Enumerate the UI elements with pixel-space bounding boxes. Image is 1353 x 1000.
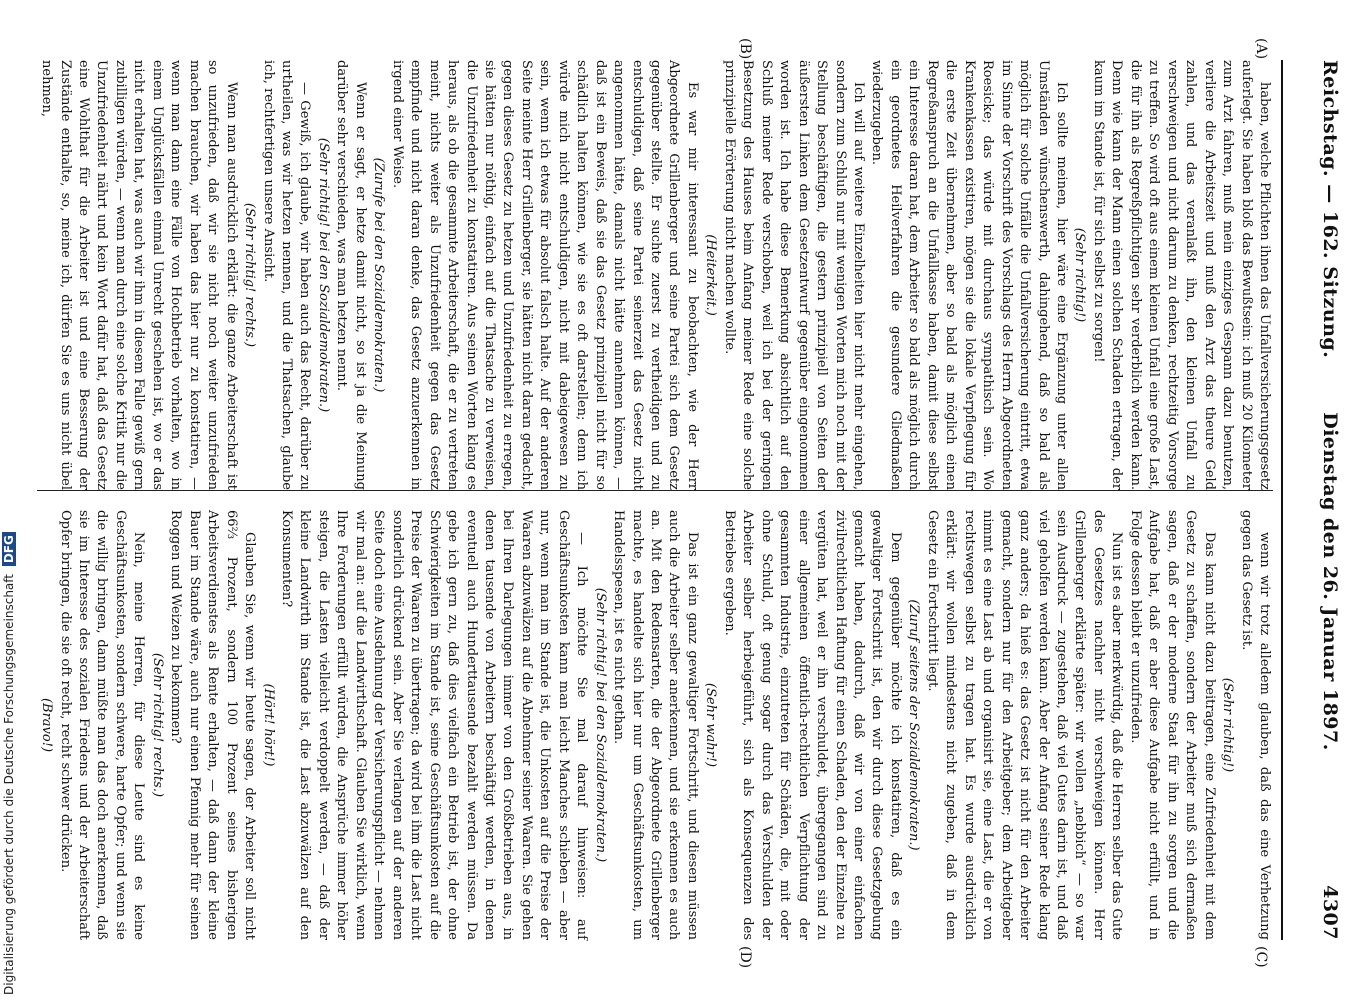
dfg-logo: DFG <box>2 532 16 566</box>
digitization-credit <box>2 532 16 995</box>
left-paragraph: Wenn er sagt, er hetze damit nicht, so ist ja die Meinung darüber sehr verschieden, was man hetzen nennt. <box>334 60 368 490</box>
left-interjection: (Heiterkeit.) <box>703 234 719 316</box>
right-paragraph: Nun ist es aber merkwürdig, daß die Herren selber das Gute des Gesetzes nachher nicht verschweigen können. Herr Grillenberger erklärte später: wir wollen „nebbich“ — so war sein Ausdruck — zugestehen, daß viel Gutes darin ist, und daß viel geholfen werden kann. Aber der Anfang seiner Rede klang ganz anders; da hieß es: das Gesetz ist nicht für den Arbeiter gemacht, sondern nur für den Arbeitgeber; dem Arbeitgeber nimmt es eine Last ab und organisirt sie, eine Last, die er von rechtswegen selbst zu tragen hat. Es wurde ausdrücklich erklärt: wir wollen mindestens nicht zugeben, daß in dem Gesetz ein Fortschritt liegt. <box>924 510 1125 940</box>
left-paragraph: Ich will auf weitere Einzelheiten hier nicht mehr eingehen, sondern zum Schluß nur mit wenigen Worten mich noch mit der Stellung beschäftigen, die gestern prinzipiell von Seiten der äußersten Linken dem Gesetzentwurf gegenüber eingenommen worden ist. Ich habe diese Bemerkung absichtlich auf den Schluß meiner Rede verschoben, weil ich bei der geringen Besetzung des Hauses beim Anfang meiner Rede eine solche prinzipielle Erörterung nicht machen wollte. <box>721 60 867 490</box>
right-interjection: (Sehr richtig! rechts.) <box>149 652 165 798</box>
right-paragraph: Nein, meine Herren, für diese Leute sind es keine Geschäftsunkosten, sondern schwere, harte Opfer; und wenn sie die willig bringen, dann müßte man das doch anerkennen, daß sie im Interesse des sozialen Friedens und der Arbeiterschaft Opfer bringen, die sie oft recht, recht schwer drücken. <box>57 510 147 940</box>
left-interjection: (Sehr richtig!) <box>1072 227 1088 323</box>
column-divider <box>37 490 1273 491</box>
left-paragraph: Ich sollte meinen, hier wäre eine Ergänzung unter allen Umständen wünschenswerth, dahingehend, daß so bald als möglich für solche Unfälle die Unfallversicherung eintritt, etwa im Sinne der Vorschrift des Vorschlags des Herrn Abgeordneten Roesicke; das würde mit durchaus sympathisch sein. Wo Krankenkassen existiren, mögen sie die lokale Verpflegung für die erste Zeit übernehmen, aber so bald als möglich einen Regreßanspruch an die Unfallkasse haben, damit diese selbst ein Interesse daran hat, dem Arbeiter so bald als möglich durch ein geordnetes Heilverfahren die gesundere Gliedmaßen wiederzugeben. <box>869 60 1070 490</box>
header-rule <box>1281 60 1283 940</box>
left-paragraph: Wenn man ausdrücklich erklärt: die ganze Arbeiterschaft ist so unzufrieden, daß wir sie nicht noch weiter unzufrieden machen brauchen, wir haben das hier nur zu konstatiren, — wenn man dann eine Fälle von Hochbetrieb vorhalten, wo in einem Unglücksfällen einmal Unrecht geschehen ist, wo er das nicht erhalten hat, was auch wir ihm in diesem Falle gewiß gern zubilligen würden, — wenn man durch eine solche Kritik nur die Unzufriedenheit nährt und kein Wort dafür hat, daß das Gesetz eine Wohlthat für die Arbeiter ist und eine Besserung der Zustände enthalte, so, meine ich, dürfen Sie es uns nicht übel nehmen, <box>39 60 239 490</box>
margin-marker-b: (B) <box>737 38 753 60</box>
left-paragraph: — Gewiß, ich glaube, wir haben auch das Recht, darüber zu urtheilen, was wir hetzen nennen, und die Thatsachen, glaube ich, rechtfertigen unsere Ansicht. <box>260 60 313 490</box>
credit-text: Digitalisierung gefördert durch die Deutsche Forschungsgemeinschaft <box>2 573 16 995</box>
right-interjection: (Hört! hört!) <box>260 683 276 767</box>
right-paragraph: Das ist ein ganz gewaltiger Fortschritt, und diesen müssen auch die Arbeiter selber anerkennen, und sie erkennen es auch an. Mit den Redensarten, die der Abgeordnete Grillenberger machte, es handelte sich hier nur um Geschäftsunkosten, um Handelsspesen, ist es nicht gethan. <box>611 510 700 940</box>
right-column <box>37 510 1273 940</box>
right-interjection: (Sehr richtig!) <box>1220 677 1236 773</box>
right-interjection: (Bravo!) <box>39 697 55 753</box>
left-column <box>37 60 1273 490</box>
left-interjection: (Sehr richtig! rechts.) <box>242 202 258 348</box>
margin-marker-d: (D) <box>737 946 753 969</box>
left-paragraph: haben, welche Pflichten ihnen das Unfallversicherungsgesetz auferlegt. Sie haben bloß das Bewußtsein: ich muß 20 Kilometer zum Arzt fahren, muß mein einziges Gespann dazu benutzen, verliere die Arbeitszeit und muß den Arzt das theure Geld zahlen, und das veranlaßt ihn, den kleinen Unfall zu verschweigen und nicht darum zu denken, rechtzeitig Vorsorge zu treffen. So wird oft aus einem kleinen Unfall eine große Last, die für ihn als Regreßpflichtigen sehr verderblich werden kann. Denn wie kann der Mann einen solchen Schaden ertragen, der kaum im Stande ist, für sich selbst zu sorgen! <box>1090 60 1272 490</box>
right-paragraph: Das kann nicht dazu beitragen, eine Zufriedenheit mit dem Gesetz zu schaffen, sondern der Arbeiter muß sich dermaßen sagen, daß er der moderne Staat für ihn zu sorgen und die Aufgabe hat, daß er aber diese Aufgabe nicht erfüllt, und in Folge dessen bleibt er unzufrieden. <box>1127 510 1217 940</box>
right-paragraph: Glauben Sie, wenn wir heute sagen, der Arbeiter soll nicht 66⅔ Prozent, sondern 100 Prozent seines bisherigen Arbeitsverdienstes als Rente erhalten, — daß dann der kleine Bauer im Stande wäre, auch nur einen Pfennig mehr für seinen Roggen und Weizen zu bekommen? <box>168 510 258 940</box>
right-interjection: (Sehr richtig! bei den Sozialdemokraten.) <box>592 587 608 863</box>
left-interjection: (Sehr richtig! bei den Sozialdemokraten.) <box>315 137 331 413</box>
margin-marker-a: (A) <box>1253 38 1269 60</box>
margin-marker-c: (C) <box>1253 946 1269 968</box>
right-interjection: (Sehr wahr!) <box>703 682 719 768</box>
right-interjection: (Zuruf seitens der Sozialdemokraten.) <box>906 599 922 851</box>
right-paragraph: Dem gegenüber möchte ich konstatiren, daß es ein gewaltiger Fortschritt ist, den wir durch diese Gesetzgebung gemacht haben, dadurch, daß wir von einer einfachen zivilrechtlichen Haftung für einen Schaden, den der Einzelne zu vergüten hat, weil er ihn verschuldet, übergegangen sind zu einer allgemeinen öffentlich-rechtlichen Verpflichtung der gesammten Industrie, einzutreten für Schäden, die, mit oder ohne Schuld, oft genug sogar durch das Verschulden der Arbeiter selber herbeigeführt, sich als Konsequenzen des Betriebes ergeben. <box>721 510 903 940</box>
right-paragraph: wenn wir trotz alledem glauben, daß das eine Verhetzung gegen das Gesetz ist. <box>1238 510 1272 940</box>
page-number: 4307 <box>1319 885 1341 940</box>
right-paragraph: — Ich möchte Sie mal darauf hinweisen: auf Geschäftsunkosten kann man leicht Manches schieben — aber nur, wenn man im Stande ist, die Unkosten auf die Preise der Waaren abzuwälzen auf die Abnehmer seiner Waaren. Sie gehen bei Ihren Darlegungen immer von den Großbetrieben aus, in denen tausende von Arbeitern beschäftigt werden, in denen eventuell auch Hunderttausende bezahlt werden müssen. Da gebe ich gern zu, daß dies vielfach ein Betrieb ist, der ohne Schwierigkeiten im Stande ist, seine Geschäftsunkosten auf die Preise der Waaren zu übertragen; da wird bei ihm die Last nicht sonderlich drückend sein. Aber Sie verlangen auf der anderen Seite doch eine Ausdehnung der Versicherungspflicht — nehmen wir mal an: auf die Landwirthschaft. Glauben Sie wirklich, wenn Ihre Forderungen erfüllt würden, die Ansprüche immer höher steigen, die Lasten vielleicht verdoppelt werden, — daß der kleine Landwirth im Stande ist, die Last abzuwälzen auf den Konsumenten? <box>278 510 590 940</box>
header-right <box>1319 412 1341 940</box>
left-interjection: (Zurufe bei den Sozialdemokraten.) <box>371 157 387 393</box>
header-date: Dienstag den 26. Januar 1897. <box>1319 412 1341 751</box>
running-header <box>1301 60 1341 940</box>
header-left: Reichstag. — 162. Sitzung. <box>1319 60 1341 359</box>
left-paragraph: Es war mir interessant zu beobachten, wie der Herr Abgeordnete Grillenberger und seine Partei sich dem Gesetz gegenüber stellte. Er suchte zuerst zu vertheidigen und zu entschuldigen, daß seine Partei seinerzeit das Gesetz nicht angenommen hätte, damals nicht hätte annehmen können, — daß ist ein Beweis, daß sie das Gesetz prinzipiell nicht für so schädlich halten können, wie sie es oft darstellen; denn ich würde mich nicht entschuldigen, nicht mit dabeigewesen zu sein, wenn ich etwas für absolut falsch halte. Auf der anderen Seite meinte Herr Grillenberger, sie hätten nicht daran gedacht, gegen dieses Gesetz zu hetzen und Unzufriedenheit zu erregen, sie hätten nur nöthig, einfach auf die Thatsache zu verweisen, die Unzufriedenheit zu konstatiren. Aus seinen Worten klang es heraus, als ob die gesammte Arbeiterschaft, die er zu vertreten meint, nichts weiter als Unzufriedenheit gegen das Gesetz empfinde und nicht daran denke, das Gesetz anzuerkennen in irgend einer Weise. <box>389 60 700 490</box>
